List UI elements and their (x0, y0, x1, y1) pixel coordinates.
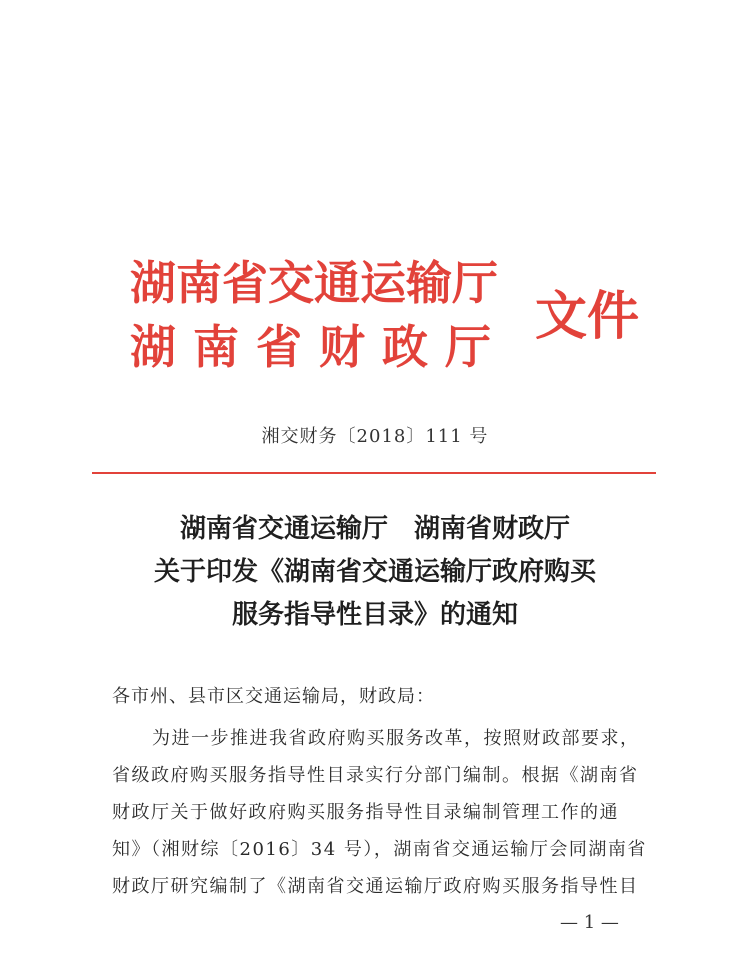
title-line-1: 湖南省交通运输厅 湖南省财政厅 (179, 514, 570, 544)
title-line-3: 服务指导性目录》的通知 (231, 600, 518, 630)
body-line-4: 知》（湘财综〔2016〕34 号），湖南省交通运输厅会同湖南省 (112, 839, 647, 860)
salutation: 各市州、县市区交通运输局，财政局： (112, 686, 435, 707)
document-header (130, 235, 650, 385)
document-title (0, 508, 750, 637)
body-line-2: 省级政府购买服务指导性目录实行分部门编制。根据《湖南省 (112, 765, 639, 786)
body-line-1: 为进一步推进我省政府购买服务改革，按照财政部要求， (152, 728, 640, 749)
red-divider-line (92, 472, 656, 474)
page-number: — 1 — (560, 912, 619, 933)
document-type-label: 文件 (535, 287, 640, 347)
issuing-agency-finance: 湖南省财政厅 (130, 320, 508, 374)
body-text (112, 720, 672, 905)
title-line-2: 关于印发《湖南省交通运输厅政府购买 (153, 557, 596, 587)
body-line-3: 财政厅关于做好政府购买服务指导性目录编制管理工作的通 (112, 802, 619, 823)
body-line-5: 财政厅研究编制了《湖南省交通运输厅政府购买服务指导性目 (112, 876, 639, 897)
document-number: 湘交财务〔2018〕111 号 (261, 426, 489, 447)
issuing-agency-transport: 湖南省交通运输厅 (130, 256, 498, 310)
